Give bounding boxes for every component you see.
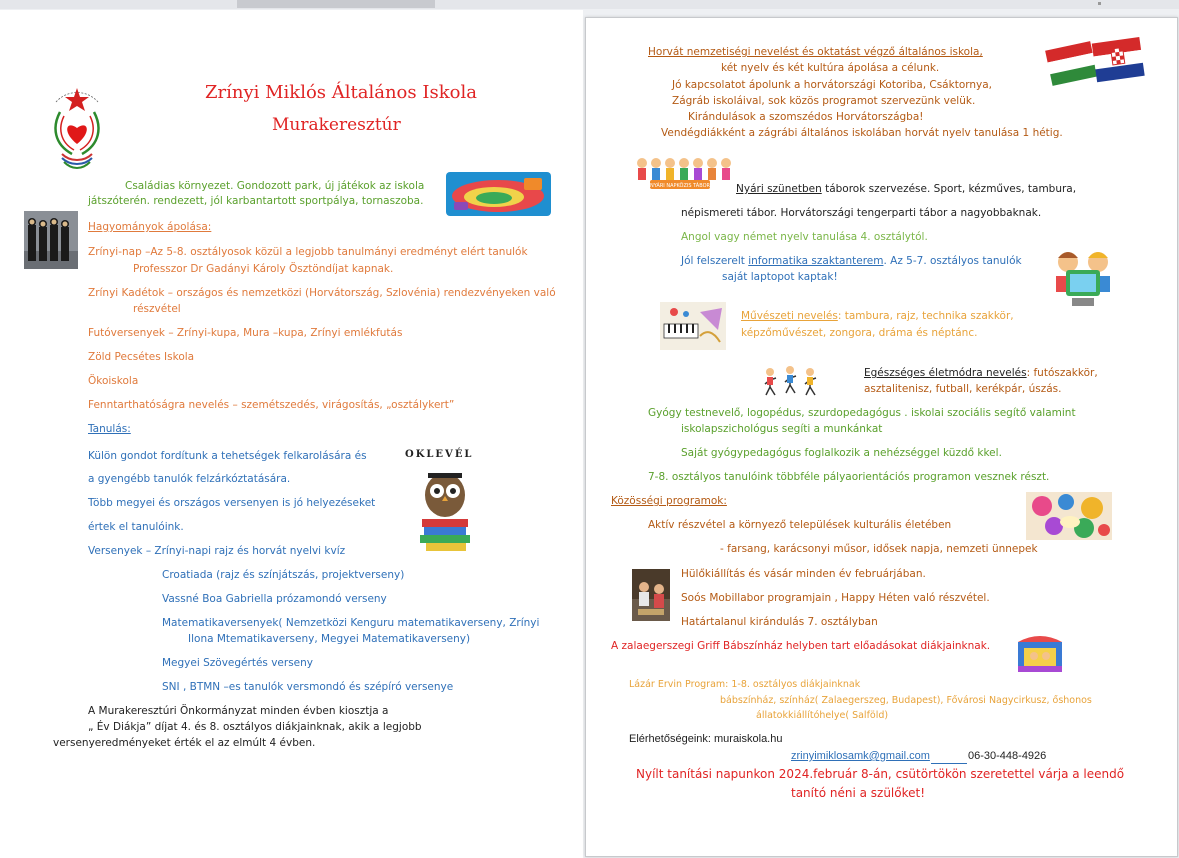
egeszseges-rest: : futószakkör,	[1026, 367, 1098, 379]
oklevel-title: OKLEVÉL	[405, 449, 474, 460]
palyaorientacio: 7-8. osztályos tanulóink többféle pályaorientációs programon vesznek részt.	[648, 471, 1050, 483]
matek-line-2: Ilona Mtematikaverseny, Megyei Matematikaverseny)	[188, 633, 471, 645]
vassne-verseny: Vassné Boa Gabriella prózamondó verseny	[162, 593, 387, 605]
email-link[interactable]: zrinyimiklosamk@gmail.com	[791, 750, 930, 762]
email-underline-spacer	[931, 750, 967, 764]
carnival-image	[1026, 492, 1112, 540]
onkorm-line-2: „ Év Diákja” díjat 4. és 8. osztályos diákjainknak, akik a legjobb	[88, 721, 422, 733]
egeszseges-line-2: asztalitenisz, futball, kerékpár, úszás.	[864, 383, 1062, 395]
nyari-label: Nyári szünetben	[736, 183, 822, 195]
fenntarthatosag: Fenntarthatóságra nevelés – szemétszedés, virágosítás, „osztálykert”	[88, 399, 455, 411]
informatika-line-1	[681, 255, 1022, 268]
lazar-line-3: állatokkiállítóhelye( Salföld)	[756, 710, 889, 721]
info-pre: Jól felszerelt	[681, 255, 749, 267]
muveszeti-line-1	[741, 310, 1014, 323]
camp-sign-text: NYÁRI NAPKÖZIS TÁBOR	[650, 183, 710, 189]
informatika-link[interactable]: informatika szaktanterem	[748, 255, 884, 267]
kadetok-line-2: részvétel	[133, 303, 181, 315]
aktiv-reszvetel: Aktív részvétel a környező települések kulturális életében	[648, 519, 952, 531]
nyilt-nap-line-2: tanító néni a szülőket!	[791, 786, 926, 800]
hulokiallitas: Hülőkiállítás és vásár minden év februárjában.	[681, 568, 926, 580]
muveszeti-label: Művészeti nevelés	[741, 310, 838, 322]
intro-line-2: játszóterén. rendezett, jól karbantartott sportpálya, tornaszoba.	[88, 195, 424, 207]
kozossegi-heading: Közösségi programok:	[611, 495, 727, 507]
owl-with-books-image	[414, 465, 476, 553]
hatartalanul: Határtalanul kirándulás 7. osztályban	[681, 616, 878, 628]
horvat-line-3: Jó kapcsolatot ápolunk a horvátországi Kotoriba, Csáktornya,	[672, 79, 993, 91]
lazar-line-1: Lázár Ervin Program: 1-8. osztályos diákjainknak	[629, 679, 861, 690]
muveszeti-line-2: képzőművészet, zongora, dráma és néptánc.	[741, 327, 978, 339]
tanulas-line-1: Külön gondot fordítunk a tehetségek felkarolására és	[88, 450, 367, 462]
school-emblem-icon	[42, 82, 112, 172]
traditions-heading: Hagyományok ápolása:	[88, 221, 212, 233]
szovegertes: Megyei Szövegértés verseny	[162, 657, 314, 669]
phone-number: 06-30-448-4926	[968, 750, 1047, 762]
onkorm-line-1: A Murakeresztúri Önkormányzat minden évben kiosztja a	[88, 705, 389, 717]
soos-mobillabor: Soós Mobillabor programjain , Happy Héten való részvétel.	[681, 592, 990, 604]
left-page	[0, 10, 583, 858]
gyogy-line-2: iskolapszichológus segíti a munkánkat	[681, 423, 883, 435]
egeszseges-label: Egészséges életmódra nevelés	[864, 367, 1027, 379]
summer-camp-image	[632, 155, 736, 195]
griff-babszinhaz: A zalaegerszegi Griff Bábszínház helyben tart előadásokat diákjainknak.	[611, 640, 991, 652]
muveszeti-rest: : tambura, rajz, technika szakkör,	[837, 310, 1014, 322]
nyari-line-1	[736, 183, 1076, 196]
nyari-line-2: népismereti tábor. Horvátországi tengerparti tábor a nagyobbaknak.	[681, 207, 1042, 219]
kids-computer-image	[1054, 248, 1112, 310]
viewer-toolbar	[0, 0, 1179, 9]
farsang-line: - farsang, karácsonyi műsor, idősek napja, nemzeti ünnepek	[720, 543, 1038, 555]
onkorm-line-3: versenyeredményeket érték el az elmúlt 4 évben.	[53, 737, 316, 749]
kadetok-line-1: Zrínyi Kadétok – országos és nemzetközi (Horvátország, Szlovénia) rendezvényeken való	[88, 287, 556, 299]
matek-line-1: Matematikaversenyek( Nemzetközi Kenguru matematikaverseny, Zrínyi	[162, 617, 540, 629]
okoiskola: Ökoiskola	[88, 375, 139, 387]
intro-line-1: Családias környezet. Gondozott park, új játékok az iskola	[125, 180, 425, 192]
zrinyi-nap-line-2: Professzor Dr Gadányi Károly Ösztöndíjat kapnak.	[133, 263, 394, 275]
tanulas-heading: Tanulás:	[88, 423, 131, 435]
kids-activity-photo	[632, 569, 670, 621]
horvat-line-2: két nyelv és két kultúra ápolása a célunk.	[721, 62, 940, 74]
gyogy-line-1: Gyógy testnevelő, logopédus, szurdopedagógus . iskolai szociális segítő valamint	[648, 407, 1076, 419]
right-page	[585, 17, 1178, 857]
info-post: . Az 5-7. osztályos tanulók	[883, 255, 1022, 267]
horvat-line-6: Vendégdiákként a zágrábi általános iskolában horvát nyelv tanulása 1 hétig.	[661, 127, 1063, 139]
horvat-line-5: Kirándulások a szomszédos Horvátországba!	[688, 111, 924, 123]
running-kids-image	[762, 363, 824, 397]
toolbar-handle-icon	[1098, 2, 1101, 5]
lazar-line-2: bábszínház, színház( Zalaegerszeg, Budapest), Fővárosi Nagycirkusz, őshonos	[720, 695, 1092, 706]
playground-image	[446, 172, 551, 216]
puppet-theatre-icon	[1014, 634, 1066, 674]
school-name: Zrínyi Miklós Általános Iskola	[205, 82, 477, 103]
zold-pecset: Zöld Pecsétes Iskola	[88, 351, 195, 363]
horizontal-scrollbar-thumb[interactable]	[237, 0, 435, 8]
tanulas-line-4: értek el tanulóink.	[88, 521, 184, 533]
art-education-image	[660, 302, 726, 350]
school-town: Murakeresztúr	[272, 115, 401, 135]
nyari-rest: táborok szervezése. Sport, kézműves, tambura,	[821, 183, 1077, 195]
informatika-line-2: saját laptopot kaptak!	[722, 271, 838, 283]
contact-label: Elérhetőségeink: muraiskola.hu	[629, 733, 783, 745]
hungarian-croatian-flags-icon	[1044, 32, 1146, 88]
sni-btmn: SNI , BTMN –es tanulók versmondó és szépíró versenye	[162, 681, 454, 693]
croatiada: Croatiada (rajz és színjátszás, projektverseny)	[162, 569, 405, 581]
tanulas-line-3: Több megyei és országos versenyen is jó helyezéseket	[88, 497, 376, 509]
angol-nemet: Angol vagy német nyelv tanulása 4. osztálytól.	[681, 231, 928, 243]
egeszseges-line-1	[864, 367, 1098, 380]
futoversenyek: Futóversenyek – Zrínyi-kupa, Mura –kupa, Zrínyi emlékfutás	[88, 327, 403, 339]
horvat-line-4: Zágráb iskoláival, sok közös programot szervezünk velük.	[672, 95, 976, 107]
horvat-line-1: Horvát nemzetiségi nevelést és oktatást végző általános iskola,	[648, 46, 983, 58]
nyilt-nap-line-1: Nyílt tanítási napunkon 2024.február 8-án, csütörtökön szeretettel várja a leendő	[636, 767, 1125, 781]
cadets-photo	[24, 211, 78, 269]
versenyek: Versenyek – Zrínyi-napi rajz és horvát nyelvi kvíz	[88, 545, 346, 557]
tanulas-line-2: a gyengébb tanulók felzárkóztatására.	[88, 473, 291, 485]
sajat-gyogypedagogus: Saját gyógypedagógus foglalkozik a nehézséggel küzdő kkel.	[681, 447, 1002, 459]
zrinyi-nap-line-1: Zrínyi-nap –Az 5-8. osztályosok közül a legjobb tanulmányi eredményt elért tanulók	[88, 246, 528, 258]
